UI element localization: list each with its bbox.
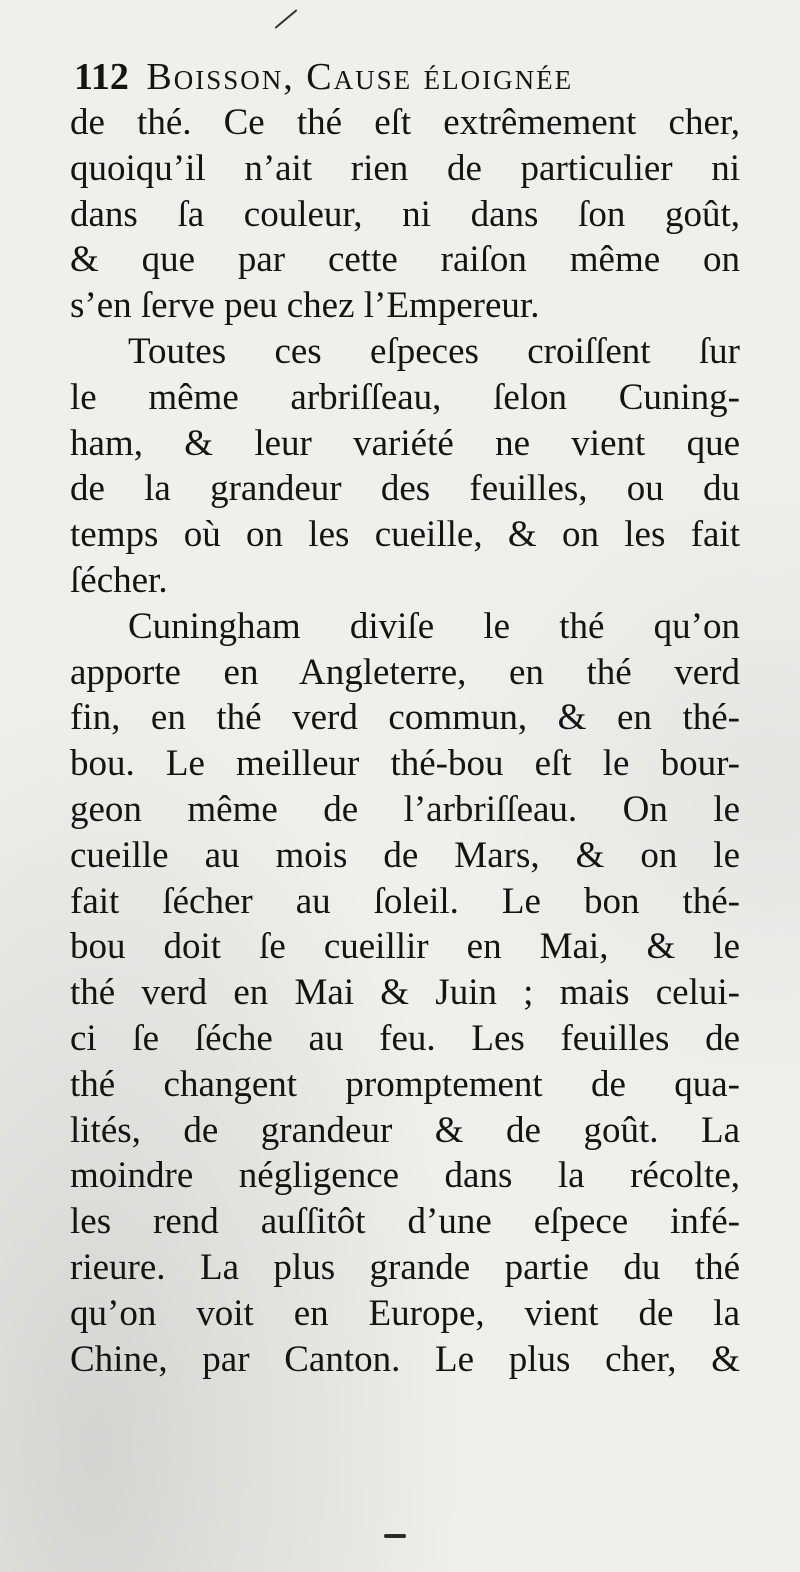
text-line: fin, en thé verd commun, & en thé- <box>70 697 740 739</box>
body-text <box>70 100 740 1382</box>
ink-mark <box>275 9 298 29</box>
text-line: cueille au mois de Mars, & on le <box>70 834 740 876</box>
text-line: le même arbriſſeau, ſelon Cuning- <box>70 376 740 418</box>
text-line: lités, de grandeur & de goût. La <box>70 1109 740 1151</box>
text-line: s’en ſerve peu chez l’Empereur. <box>70 285 540 327</box>
text-line: qu’on voit en Europe, vient de la <box>70 1292 740 1334</box>
text-line: Cuningham diviſe le thé qu’on <box>128 605 740 647</box>
text-line: ham, & leur variété ne vient que <box>70 422 740 464</box>
page-number: 112 <box>74 56 129 98</box>
text-line: rieure. La plus grande partie du thé <box>70 1246 740 1288</box>
text-line: dans ſa couleur, ni dans ſon goût, <box>70 193 740 235</box>
text-line: Chine, par Canton. Le plus cher, & <box>70 1338 740 1380</box>
text-line: thé changent promptement de qua- <box>70 1063 740 1105</box>
running-title: Boisson, Cause éloignée <box>146 56 574 98</box>
ink-mark <box>384 1534 406 1538</box>
text-line: les rend auſſitôt d’une eſpece infé- <box>70 1201 740 1243</box>
text-line: de thé. Ce thé eſt extrêmement cher, <box>70 102 740 143</box>
text-line: ſécher. <box>70 559 168 601</box>
text-line: bou. Le meilleur thé-bou eſt le bour- <box>70 743 740 785</box>
text-line: & que par cette raiſon même on <box>70 239 740 281</box>
text-line: apporte en Angleterre, en thé verd <box>70 651 740 693</box>
text-line: temps où on les cueille, & on les fait <box>70 514 740 556</box>
text-line: geon même de l’arbriſſeau. On le <box>70 788 740 830</box>
running-head <box>74 54 744 100</box>
text-line: fait ſécher au ſoleil. Le bon thé- <box>70 880 740 922</box>
text-line: thé verd en Mai & Juin ; mais celui- <box>70 972 740 1014</box>
text-line: moindre négligence dans la récolte, <box>70 1155 740 1197</box>
text-line: de la grandeur des feuilles, ou du <box>70 468 740 510</box>
text-line: bou doit ſe cueillir en Mai, & le <box>70 926 740 968</box>
text-line: quoiqu’il n’ait rien de particulier ni <box>70 147 740 189</box>
text-line: Toutes ces eſpeces croiſſent ſur <box>128 330 740 372</box>
text-line: ci ſe ſéche au feu. Les feuilles de <box>70 1017 740 1059</box>
